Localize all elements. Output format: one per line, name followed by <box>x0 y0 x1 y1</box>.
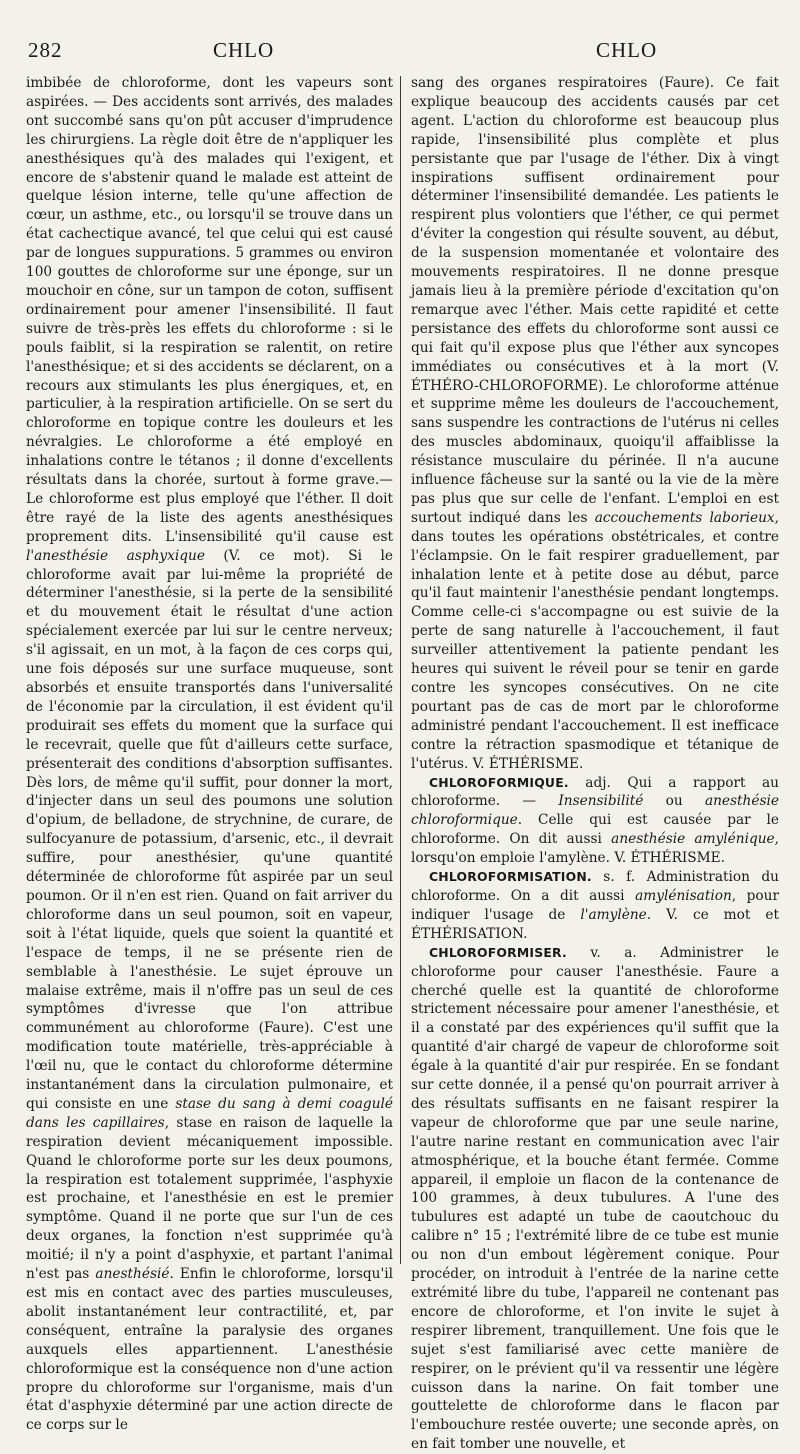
left-column <box>26 74 393 1435</box>
right-running-head: CHLO <box>596 38 658 62</box>
running-head <box>28 38 778 68</box>
column-divider <box>400 76 401 1264</box>
headword: CHLOROFORMISER. <box>429 944 567 960</box>
entry-chloroformiser: CHLOROFORMISER. v. a. Administrer le chloroforme pour causer l'anesthésie. Faure a cherché quelle est la quantité de chloroforme strictement nécessaire pour amener l'anesthésie, et il a constaté par des expériences qu'il suffit que la quantité d'air chargé de vapeur de chloroforme soit égale à la quantité d'air pur respirée. En se fondant sur cette donnée, il a pensé qu'on pourrait arriver à des résultats suffisants en ne faisant respirer la vapeur de chloroforme que par une seule narine, l'autre narine restant en communication avec l'air atmosphérique, et la bouche étant fermée. Comme appareil, il emploie un flacon de la contenance de 100 grammes, à deux tubulures. A l'une des tubulures est adapté un tube de caoutchouc du calibre n° 15 ; l'extrémité libre de ce tube est munie ou non d'un embout légèrement conique. Pour procéder, on introduit à l'entrée de la narine cette extrémité libre du tube, l'appareil ne contenant pas encore de chloroforme, et l'on invite le sujet à respirer librement, tranquillement. Une fois que le sujet s'est familiarisé avec cette manière de respirer, on le prévient qu'il va ressentir une légère cuisson dans la narine. On fait tomber une gouttelette de chloroforme dans le flacon par l'embouchure restée ouverte; une seconde après, on en fait tomber une nouvelle, et <box>411 944 779 1453</box>
term-italic: stase du sang à demi coagulé dans les capillaires <box>26 1095 393 1131</box>
right-column <box>411 74 779 1454</box>
term-italic: anesthésie amylénique <box>611 831 775 848</box>
term-italic: amylénisation <box>635 887 732 904</box>
term-italic: l'amylène <box>580 906 647 923</box>
term-italic: accouchements laborieux <box>594 509 775 526</box>
term-italic: Insensibilité <box>558 793 644 810</box>
term-italic: anesthésie chloroformique <box>411 793 779 829</box>
entry-chloroformisation: CHLOROFORMISATION. s. f. Administration du chloroforme. On a dit aussi amylénisation, pour indiquer l'usage de l'amylène. V. ce mot et ÉTHÉRISATION. <box>411 869 780 942</box>
term-italic: l'anesthésie asphyxique <box>26 547 205 564</box>
entry-chloroformique: CHLOROFORMIQUE. adj. Qui a rapport au chloroforme. — Insensibilité ou anesthésie chloroformique. Celle qui est causée par le chloroforme. On dit aussi anesthésie amylénique, lorsqu'on emploie l'amylène. V. ÉTHÉRISME. <box>411 774 779 867</box>
continued-entry-text: imbibée de chloroforme, dont les vapeurs sont aspirées. — Des accidents sont arrivés, des malades ont succombé sans qu'on pût accuser d'imprudence les chirurgiens. La règle doit être de n'appliquer les anesthésiques qu'à des malades qui l'exigent, et encore de s'abstenir quand le malade est atteint de quelque lésion interne, telle qu'une affection de cœur, un asthme, etc., ou lorsqu'il se trouve dans un état cachectique avancé, tel que celui qui est causé par de longues suppurations. 5 grammes ou environ 100 gouttes de chloroforme sur une éponge, sur un mouchoir en cône, sur un tampon de coton, suffisent ordinairement pour amener l'insensibilité. Il faut suivre de très-près les effets du chloroforme : si le pouls faiblit, si la respiration se ralentit, on retire l'anesthésique; et si des accidents se déclarent, on a recours aux stimulants les plus énergiques, et, en particulier, à la respiration artificielle. On se sert du chloroforme en topique contre les douleurs et les névralgies. Le chloroforme a été employé en inhalations contre le tétanos ; il donne d'excellents résultats dans la chorée, surtout à forme grave.— Le chloroforme est plus employé que l'éther. Il doit être rayé de la liste des agents anesthésiques proprement dits. L'insensibilité qu'il cause est l'anesthésie asphyxique (V. ce mot). Si le chloroforme avait par lui-même la propriété de déterminer l'anesthésie, si la perte de la sensibilité et du mouvement était le résultat d'une action spécialement exercée par lui sur le centre nerveux; s'il agissait, en un mot, à la façon de ces corps qui, une fois déposés sur une surface muqueuse, sont absorbés et ensuite transportés dans l'universalité de l'économie par la circulation, il est évident qu'il produirait ses effets du moment que la surface qui le recevrait, quelle que fût d'ailleurs cette surface, présenterait des conditions d'absorption suffisantes. Dès lors, de même qu'il suffit, pour donner la mort, d'injecter dans un seul des poumons une solution d'opium, de belladone, de strychnine, de curare, de sulfocyanure de potassium, d'arsenic, etc., il devrait suffire, pour anesthésier, qu'une quantité déterminée de chloroforme fût aspirée par un seul poumon. Or il n'en est rien. Quand on fait arriver du chloroforme dans un seul poumon, soit en vapeur, soit à l'état liquide, quels que soient la quantité et l'espace de temps, il ne se présente rien de semblable à l'anesthésie. Le sujet éprouve un malaise extrême, mais il n'offre pas un seul de ces symptômes d'ivresse que l'on attribue communément au chloroforme (Faure). C'est une modification toute matérielle, très-appréciable à l'œil nu, que le contact du chloroforme détermine instantanément dans la circulation pulmonaire, et qui consiste en une stase du sang à demi coagulé dans les capillaires, stase en raison de laquelle la respiration devient mécaniquement impossible. Quand le chloroforme porte sur les deux poumons, la respiration est totalement supprimée, l'asphyxie est prochaine, et l'anesthésie en est le premier symptôme. Quand il ne porte que sur l'un de ces deux organes, la fonction n'est supprimée qu'à moitié; il n'y a point d'asphyxie, et partant l'animal n'est pas anesthésié. Enfin le chloroforme, lorsqu'il est mis en contact avec des parties musculeuses, abolit instantanément leur contractilité, et, par conséquent, entraîne la paralysie des organes auxquels elles appartiennent. L'anesthésie chloroformique est la conséquence non d'une action propre du chloroforme sur l'organisme, mais d'un état d'asphyxie déterminé par une action directe de ce corps sur le <box>26 75 393 1434</box>
continued-entry-text: sang des organes respiratoires (Faure). Ce fait explique beaucoup des accidents causés par cet agent. L'action du chloroforme est beaucoup plus rapide, l'insensibilité plus complète et plus persistante que par l'usage de l'éther. Dix à vingt inspirations suffisent ordinairement pour déterminer l'insensibilité demandée. Les patients le respirent plus volontiers que l'éther, ce qui permet d'éviter la congestion qui résulte souvent, au début, de la suspension momentanée et volontaire des mouvements respiratoires. Il ne donne presque jamais lieu à la première période d'excitation qu'on remarque avec l'éther. Mais cette rapidité et cette persistance des effets du chloroforme sont aussi ce qui fait qu'il expose plus que l'éther aux syncopes immédiates ou consécutives et à la mort (V. ÉTHÉRO-CHLOROFORME). Le chloroforme atténue et supprime même les douleurs de l'accouchement, sans suspendre les contractions de l'utérus ni celles des muscles abdominaux, quoiqu'il affaiblisse la résistance musculaire du périnée. Il n'a aucune influence fâcheuse sur la santé ou la vie de la mère pas plus que sur celle de l'enfant. L'emploi en est surtout indiqué dans les accouchements laborieux, dans toutes les opérations obstétricales, et contre l'éclampsie. On le fait respirer graduellement, par inhalation lente et à petite dose au début, parce qu'il faut maintenir l'anesthésie pendant longtemps. Comme celle-ci s'accompagne ou est suivie de la perte de sang naturelle à l'accouchement, il faut surveiller attentivement la patiente pendant les heures qui suivent le réveil pour se tenir en garde contre les syncopes consécutives. On ne cite pourtant pas de cas de mort par le chloroforme administré pendant l'accouchement. Il est inefficace contre la rétraction spasmodique et tétanique de l'utérus. V. ÉTHÉRISME. <box>411 75 779 772</box>
headword: CHLOROFORMISATION. <box>429 869 592 885</box>
page-number: 282 <box>28 38 63 62</box>
term-italic: anesthésié <box>95 1266 170 1283</box>
headword: CHLOROFORMIQUE. <box>429 774 569 790</box>
left-running-head: CHLO <box>213 38 275 62</box>
